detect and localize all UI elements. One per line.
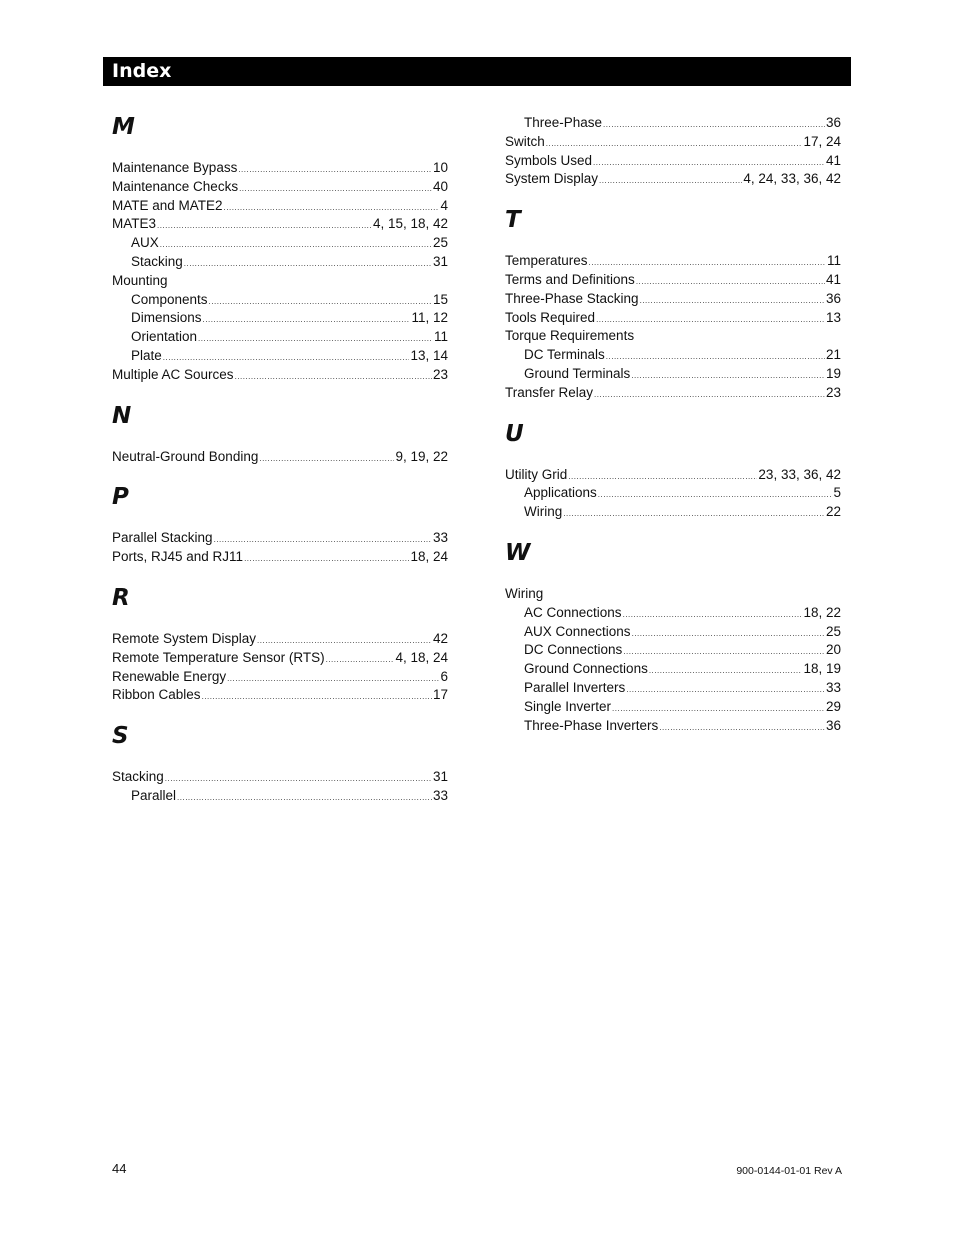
index-entry: [505, 641, 841, 660]
entry-pages: 11: [826, 253, 841, 269]
entry-pages: 9, 19, 22: [395, 448, 448, 464]
entry-term: Ports, RJ45 and RJ11: [112, 549, 244, 565]
entry-term: Parallel: [131, 787, 177, 803]
index-entry: [112, 448, 448, 467]
index-entry: [505, 679, 841, 698]
entry-pages: 6: [440, 668, 448, 684]
entry-term: Three-Phase Stacking: [505, 290, 639, 306]
index-entry: [505, 698, 841, 717]
dot-leader: [235, 368, 432, 387]
index-entry: [112, 768, 448, 787]
entry-term: Ground Terminals: [524, 365, 631, 381]
index-entry: [112, 787, 448, 806]
index-entry: [112, 686, 448, 705]
entry-pages: 21: [825, 347, 841, 363]
dot-leader: [244, 550, 409, 569]
index-entry: [505, 604, 841, 623]
section-letter: M: [112, 114, 135, 140]
index-entry: [505, 114, 841, 133]
index-section: [505, 114, 841, 189]
entry-term: Transfer Relay: [505, 384, 594, 400]
entry-pages: 17: [432, 687, 448, 703]
entry-pages: 42: [432, 630, 448, 646]
section-letter: W: [505, 539, 531, 566]
index-entry: [112, 178, 448, 197]
entry-pages: 36: [825, 115, 841, 130]
entry-term: Utility Grid: [505, 466, 568, 482]
index-entry: [505, 133, 841, 152]
index-section: [112, 567, 448, 705]
dot-leader: [606, 348, 825, 367]
entry-term: MATE and MATE2: [112, 197, 223, 213]
index-entry: [505, 170, 841, 189]
entry-term: Ribbon Cables: [112, 687, 201, 703]
entry-pages: 40: [432, 178, 448, 194]
entry-pages: 15: [432, 291, 448, 307]
index-entry: [505, 271, 841, 290]
page-title: Index: [112, 60, 172, 82]
entry-term: Temperatures: [505, 253, 588, 269]
document-id: 900-0144-01-01 Rev A: [736, 1165, 842, 1177]
dot-leader: [599, 172, 742, 191]
entry-pages: 25: [825, 623, 841, 639]
entry-term: Remote Temperature Sensor (RTS): [112, 649, 325, 665]
dot-leader: [594, 386, 825, 405]
entry-pages: 11: [433, 329, 448, 345]
entry-pages: 33: [432, 787, 448, 803]
dot-leader: [603, 116, 825, 135]
entry-term: Orientation: [131, 329, 198, 345]
dot-leader: [239, 180, 432, 199]
index-section: [112, 466, 448, 567]
entry-pages: 33: [825, 679, 841, 695]
dot-leader: [632, 625, 825, 644]
entry-term: Stacking: [112, 769, 164, 785]
index-entry: [112, 309, 448, 328]
entry-pages: 20: [825, 642, 841, 658]
entry-pages: 23: [432, 366, 448, 382]
entry-pages: 11, 12: [411, 310, 448, 326]
dot-leader: [563, 505, 825, 524]
index-entry: [112, 649, 448, 668]
index-entry: [505, 152, 841, 171]
dot-leader: [640, 292, 825, 311]
entry-pages: 36: [825, 717, 841, 733]
index-header-bar: [103, 57, 851, 86]
index-entry: [112, 366, 448, 385]
dot-leader: [198, 330, 433, 349]
index-entry: [505, 309, 841, 328]
entry-term: Plate: [131, 347, 162, 363]
index-entry: [112, 548, 448, 567]
index-entry: [505, 585, 841, 604]
index-entry: [505, 717, 841, 736]
entry-term: Components: [131, 291, 208, 307]
index-entry: [505, 365, 841, 384]
entry-pages: 10: [432, 160, 448, 175]
entry-pages: 4, 24, 33, 36, 42: [743, 171, 841, 187]
index-entry: [112, 630, 448, 649]
entry-term: Maintenance Checks: [112, 178, 239, 194]
dot-leader: [598, 486, 833, 505]
entry-pages: 13, 14: [410, 347, 448, 363]
index-entry: [505, 384, 841, 403]
index-entry: [112, 197, 448, 216]
entry-pages: 25: [432, 235, 448, 251]
entry-term: Parallel Inverters: [524, 679, 626, 695]
index-entry: [505, 290, 841, 309]
entry-term: Three-Phase Inverters: [524, 717, 659, 733]
index-entry: [505, 346, 841, 365]
index-entry: [505, 503, 841, 522]
entry-pages: 23, 33, 36, 42: [758, 466, 841, 482]
index-entry: [112, 668, 448, 687]
index-entry: [505, 623, 841, 642]
entry-term: System Display: [505, 171, 599, 187]
entry-term: Renewable Energy: [112, 668, 227, 684]
entry-term: Symbols Used: [505, 152, 593, 168]
index-column-left: [112, 114, 448, 806]
entry-pages: 4, 15, 18, 42: [372, 216, 448, 232]
entry-term: Three-Phase: [524, 115, 603, 130]
entry-pages: 31: [432, 769, 448, 785]
entry-term: Terms and Definitions: [505, 271, 635, 287]
entry-pages: 13: [825, 309, 841, 325]
index-entry: [505, 660, 841, 679]
dot-leader: [631, 367, 825, 386]
dot-leader: [177, 789, 432, 808]
entry-pages: 17, 24: [803, 133, 841, 149]
index-entry: [112, 215, 448, 234]
entry-term: MATE3: [112, 216, 157, 232]
dot-leader: [649, 662, 803, 681]
dot-leader: [184, 255, 432, 274]
index-section: [112, 705, 448, 806]
dot-leader: [209, 293, 432, 312]
entry-term: Switch: [505, 133, 545, 149]
dot-leader: [626, 681, 825, 700]
index-entry: [112, 291, 448, 310]
entry-pages: 29: [825, 698, 841, 714]
entry-pages: 22: [825, 504, 841, 520]
entry-term: Maintenance Bypass: [112, 160, 238, 175]
entry-term: Wiring: [505, 585, 544, 601]
section-letter: R: [112, 584, 130, 611]
entry-pages: 18, 19: [803, 661, 841, 677]
entry-term: Parallel Stacking: [112, 530, 213, 546]
entry-pages: 41: [825, 271, 841, 287]
section-letter: P: [112, 484, 129, 511]
entry-pages: 31: [432, 253, 448, 269]
dot-leader: [623, 606, 803, 625]
index-section: [505, 189, 841, 402]
page-number: 44: [112, 1161, 127, 1176]
entry-pages: 23: [825, 384, 841, 400]
section-letter: N: [112, 402, 132, 429]
entry-pages: 4: [440, 197, 448, 213]
dot-leader: [165, 770, 432, 789]
entry-term: AUX Connections: [524, 623, 631, 639]
dot-leader: [659, 719, 825, 738]
entry-term: Mounting: [112, 272, 168, 288]
entry-term: Multiple AC Sources: [112, 366, 234, 382]
section-letter: U: [505, 420, 524, 447]
entry-term: Dimensions: [131, 310, 202, 326]
index-section: [505, 403, 841, 522]
index-entry: [112, 328, 448, 347]
dot-leader: [636, 273, 825, 292]
entry-pages: 18, 24: [410, 549, 448, 565]
index-section: [112, 385, 448, 467]
dot-leader: [157, 217, 372, 236]
entry-term: Remote System Display: [112, 630, 257, 646]
index-entry: [505, 484, 841, 503]
entry-term: Neutral-Ground Bonding: [112, 448, 259, 464]
dot-leader: [227, 670, 439, 689]
index-entry: [505, 252, 841, 271]
index-entry: [112, 159, 448, 178]
index-entry: [505, 327, 841, 346]
entry-pages: 18, 22: [803, 604, 841, 620]
index-entry: [112, 253, 448, 272]
entry-term: DC Terminals: [524, 347, 605, 363]
entry-pages: 5: [833, 485, 841, 501]
entry-term: Applications: [524, 485, 597, 501]
entry-term: Wiring: [524, 504, 563, 520]
section-letter: T: [505, 207, 521, 234]
index-section: [505, 522, 841, 735]
entry-term: Torque Requirements: [505, 328, 635, 344]
entry-pages: 19: [825, 365, 841, 381]
entry-term: AC Connections: [524, 604, 622, 620]
entry-term: Tools Required: [505, 309, 596, 325]
dot-leader: [203, 311, 411, 330]
dot-leader: [238, 161, 432, 180]
section-letter: S: [112, 723, 129, 750]
dot-leader: [160, 236, 432, 255]
index-entry: [112, 234, 448, 253]
index-entry: [112, 347, 448, 366]
entry-pages: 4, 18, 24: [395, 649, 448, 665]
dot-leader: [202, 688, 432, 707]
index-section: [112, 114, 448, 385]
entry-term: DC Connections: [524, 642, 623, 658]
dot-leader: [623, 643, 825, 662]
index-entry: [505, 466, 841, 485]
dot-leader: [326, 651, 395, 670]
entry-term: Single Inverter: [524, 698, 612, 714]
entry-term: AUX: [131, 235, 159, 251]
entry-pages: 33: [432, 530, 448, 546]
dot-leader: [214, 531, 432, 550]
entry-pages: 41: [825, 152, 841, 168]
dot-leader: [259, 450, 394, 469]
entry-term: Stacking: [131, 253, 183, 269]
entry-term: Ground Connections: [524, 661, 648, 677]
entry-pages: 36: [825, 290, 841, 306]
index-column-right: [505, 114, 841, 735]
index-entry: [112, 529, 448, 548]
index-entry: [112, 272, 448, 291]
